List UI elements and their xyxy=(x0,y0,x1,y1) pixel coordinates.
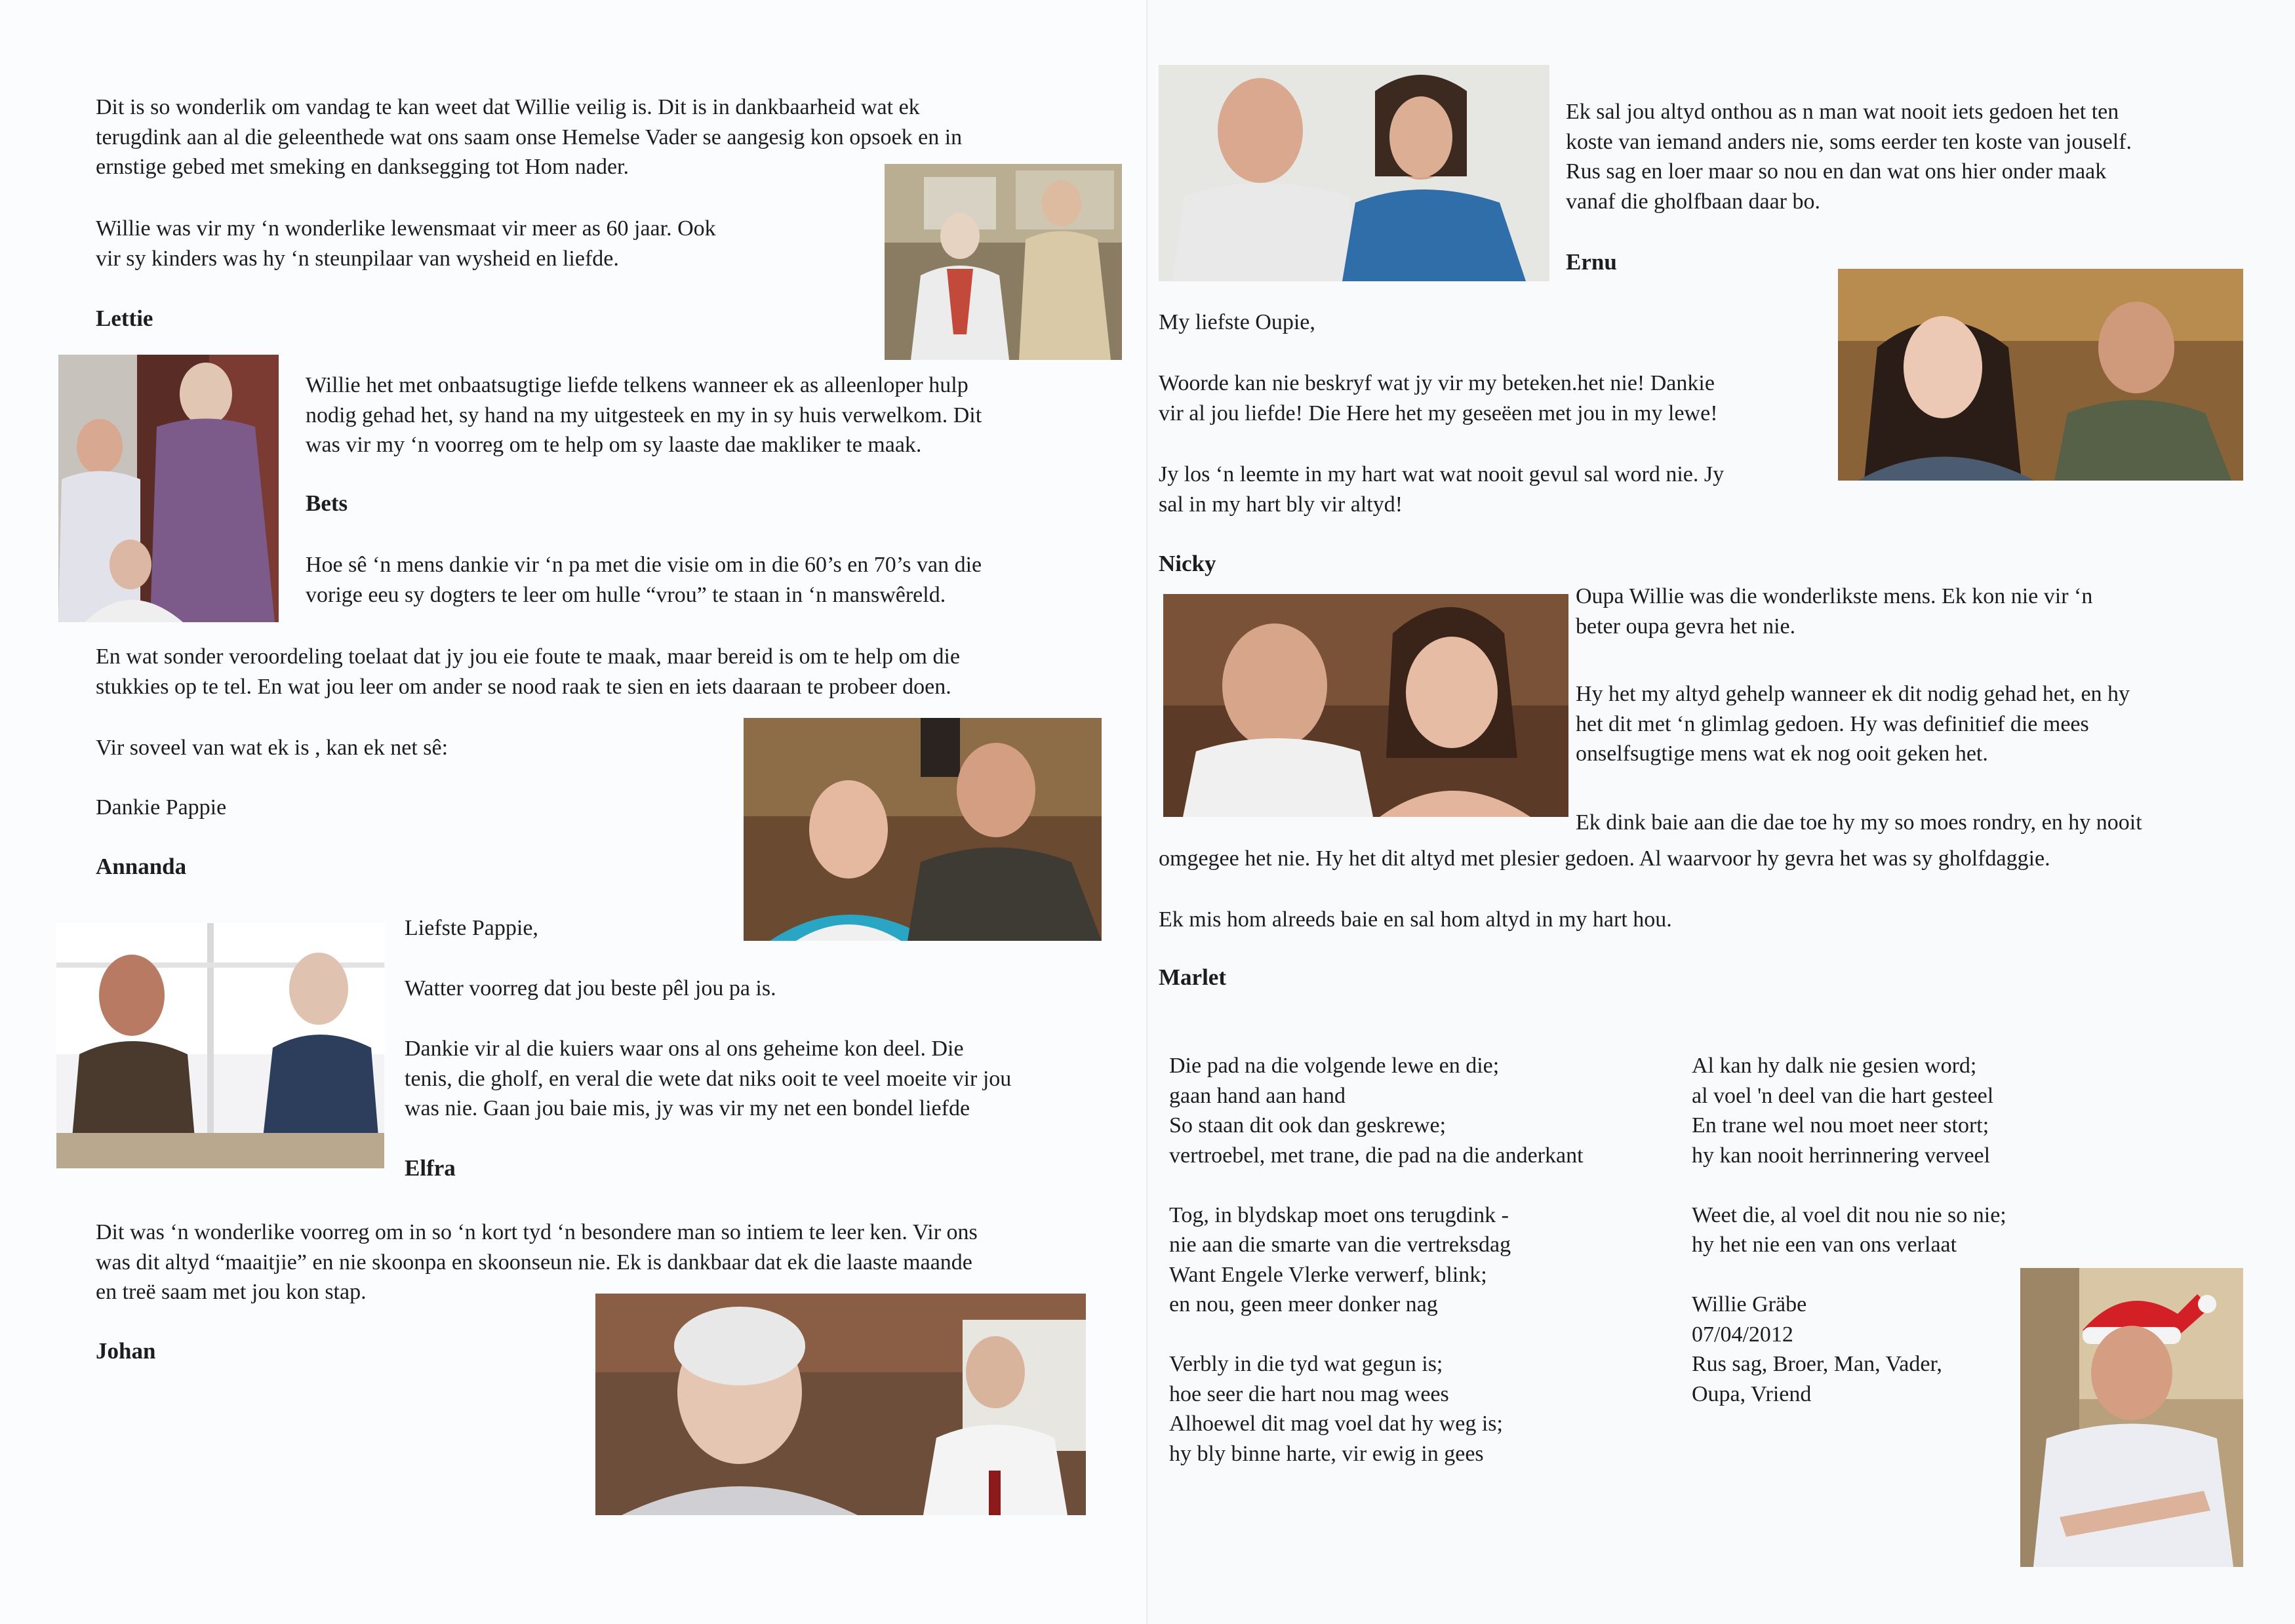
paragraph-johan: Dit was ‘n wonderlike voorreg om in so ‘n kort tyd ‘n besondere man so intiem te leer ken. Vir ons was dit altyd “maaitjie” en nie skoonpa en skoonseun nie. Ek is dankbaar dat ek die laaste maande en treë saam met jou kon stap. xyxy=(96,1220,978,1304)
signature-lettie: Lettie xyxy=(96,306,153,331)
paragraph-marlet-3a: Ek dink baie aan die dae toe hy my so moes rondry, en hy nooit xyxy=(1576,810,2142,835)
paragraph-annanda-2: En wat sonder veroordeling toelaat dat jy jou eie foute te maak, maar bereid is om te help om die stukkies op te tel. En wat jou leer om ander se nood raak te sien en iets daaraan te probeer doen. xyxy=(96,644,960,699)
photo-marlet-willie xyxy=(1163,594,1568,817)
signature-ernu: Ernu xyxy=(1566,249,1617,275)
paragraph-marlet-2: Hy het my altyd gehelp wanneer ek dit nodig gehad het, en hy het dit met ‘n glimlag gedoen. Hy was definitief die mees onselfsugtige mens wat ek nog ooit geken het. xyxy=(1576,682,2130,766)
paragraph-marlet-4: Ek mis hom alreeds baie en sal hom altyd in my hart hou. xyxy=(1159,907,1672,932)
photo-ernu-willie xyxy=(1159,65,1549,281)
paragraph-ernu: Ek sal jou altyd onthou as n man wat nooit iets gedoen het ten koste van iemand anders nie, soms eerder ten koste van jouself. Rus sag en loer maar so nou en dan wat ons hier onder maak vanaf die gholfbaan daar bo. xyxy=(1566,100,2132,214)
paragraph-nicky-3: Jy los ‘n leemte in my hart wat wat nooit gevul sal word nie. Jy sal in my hart bly vir altyd! xyxy=(1159,462,1725,517)
signature-nicky: Nicky xyxy=(1159,551,1216,576)
paragraph-elfra-3: Dankie vir al die kuiers waar ons al ons geheime kon deel. Die tenis, die gholf, en veral die wete dat niks ooit te veel moeite vir jou was nie. Gaan jou baie mis, jy was vir my net een bondel liefde xyxy=(405,1037,1012,1120)
paragraph-annanda-1: Hoe sê ‘n mens dankie vir ‘n pa met die visie om in die 60’s en 70’s van die vorige eeu sy dogters te leer om hulle “vrou” te staan in ‘n manswêreld. xyxy=(306,553,982,607)
signature-johan: Johan xyxy=(96,1338,156,1364)
poem-right-column: Al kan hy dalk nie gesien word; al voel 'n deel van die hart gesteel En trane wel nou moet neer stort; hy kan nooit herrinnering verveel Weet die, al voel dit nou nie so nie; hy het nie een van ons verlaat Willie Gräbe 07/04/2012 Rus sag, Broer, Man, Vader, Oupa, Vriend xyxy=(1692,1054,2006,1406)
paragraph-elfra-2: Watter voorreg dat jou beste pêl jou pa is. xyxy=(405,976,776,1000)
paragraph-nicky-1: My liefste Oupie, xyxy=(1159,310,1315,334)
signature-marlet: Marlet xyxy=(1159,964,1226,990)
photo-willie-christmas-hat xyxy=(2020,1268,2243,1567)
signature-bets: Bets xyxy=(306,490,348,516)
photo-elfra-willie xyxy=(56,923,384,1168)
paragraph-elfra-1: Liefste Pappie, xyxy=(405,916,538,940)
photo-nicky-willie xyxy=(1838,269,2243,481)
photo-bets-family xyxy=(58,355,279,622)
signature-annanda: Annanda xyxy=(96,854,187,879)
paragraph-marlet-1: Oupa Willie was die wonderlikste mens. Ek kon nie vir ‘n beter oupa gevra het nie. xyxy=(1576,584,2093,639)
poem-left-column: Die pad na die volgende lewe en die; gaan hand aan hand So staan dit ook dan geskrewe; vertroebel, met trane, die pad na die anderkant Tog, in blydskap moet ons terugdink - nie aan die smarte van die vertreksdag Want Engele Vlerke verwerf, blink; en nou, geen meer donker nag Verbly in die tyd wat gegun is; hoe seer die hart nou mag wees Alhoewel dit mag voel dat hy weg is; hy bly binne harte, vir ewig in gees xyxy=(1169,1054,1584,1466)
paragraph-bets: Willie het met onbaatsugtige liefde telkens wanneer ek as alleenloper hulp nodig gehad het, sy hand na my uitgesteek en my in sy huis verwelkom. Dit was vir my ‘n voorreg om te help om sy laaste dae makliker te maak. xyxy=(306,373,982,457)
paragraph-nicky-2: Woorde kan nie beskryf wat jy vir my beteken.het nie! Dankie vir al jou liefde! Die Here het my geseëen met jou in my lewe! xyxy=(1159,371,1718,426)
photo-lettie-willie xyxy=(885,164,1122,360)
paragraph-lettie: Willie was vir my ‘n wonderlike lewensmaat vir meer as 60 jaar. Ook vir sy kinders was hy ‘n steunpilaar van wysheid en liefde. xyxy=(96,216,716,271)
photo-annanda-willie xyxy=(744,718,1102,941)
paragraph-annanda-3: Vir soveel van wat ek is , kan ek net sê: xyxy=(96,736,449,760)
photo-johan-willie xyxy=(595,1294,1086,1515)
paragraph-marlet-3b: omgegee het nie. Hy het dit altyd met plesier gedoen. Al waarvoor hy gevra het was sy gholfdaggie. xyxy=(1159,846,2050,871)
paragraph-annanda-4: Dankie Pappie xyxy=(96,795,227,820)
signature-elfra: Elfra xyxy=(405,1155,456,1181)
right-page xyxy=(1148,0,2295,1624)
paragraph-opening: Dit is so wonderlik om vandag te kan weet dat Willie veilig is. Dit is in dankbaarheid wat ek terugdink aan al die geleenthede wat ons saam onse Hemelse Vader se aangesig kon opsoek en in ernstige gebed met smeking en danksegging tot Hom nader. xyxy=(96,95,963,179)
